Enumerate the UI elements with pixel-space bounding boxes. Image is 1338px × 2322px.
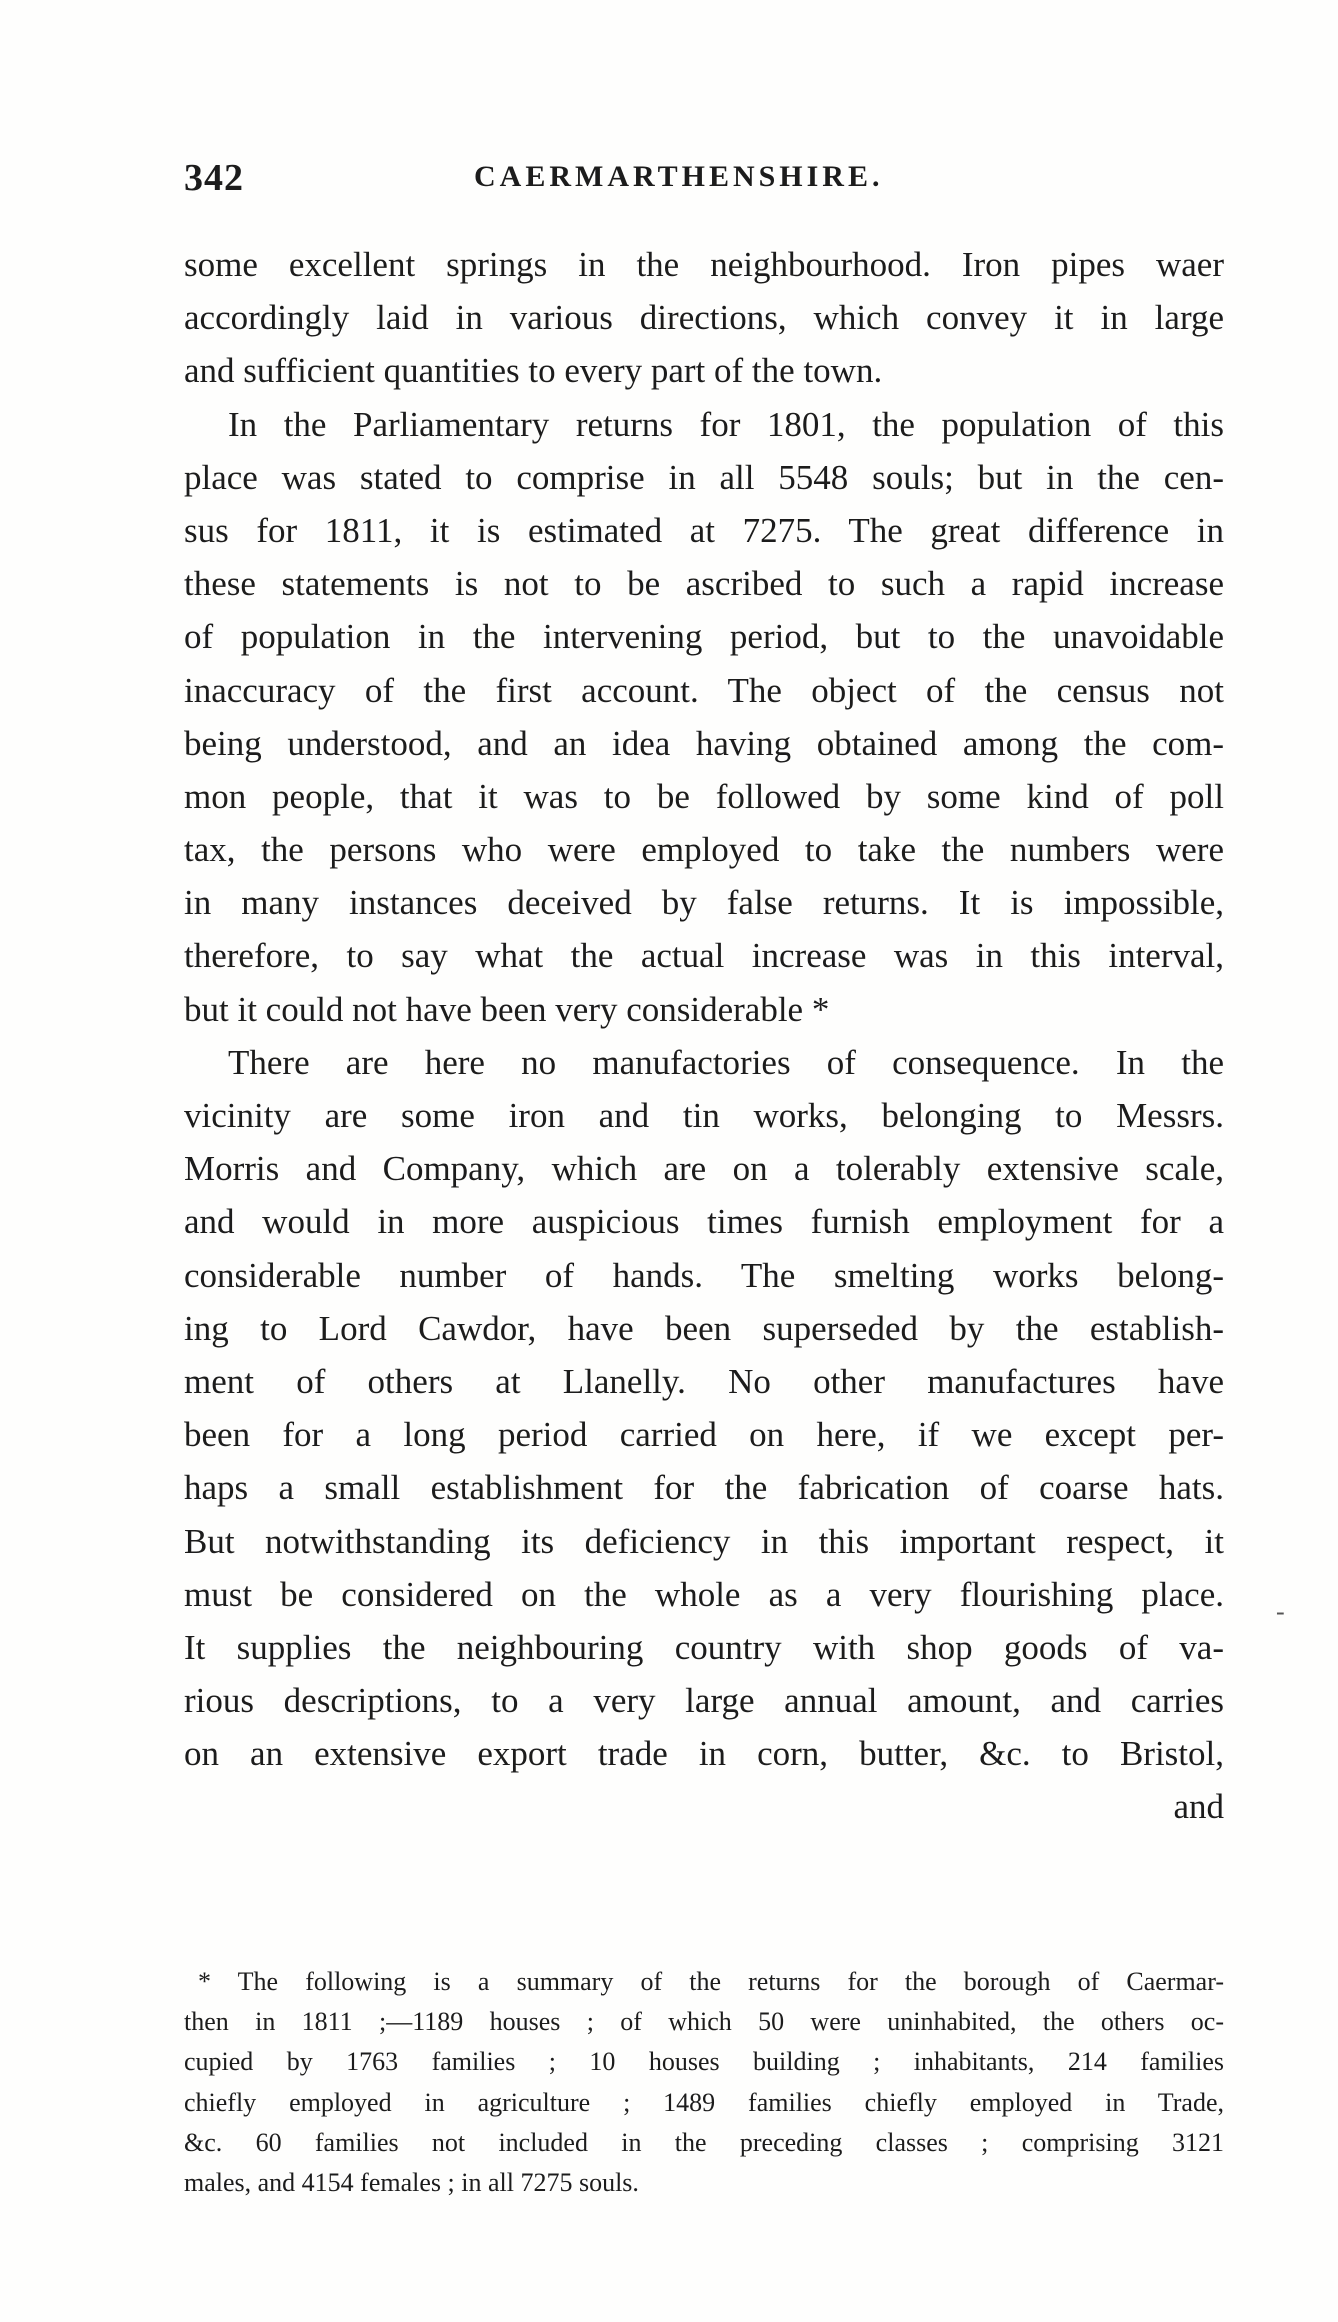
body-line: but it could not have been very considerable *	[184, 989, 830, 1029]
body-line: haps a small establishment for the fabrication of coarse hats.	[184, 1468, 1224, 1508]
body-line: It supplies the neighbouring country with shop goods of va-	[184, 1627, 1224, 1667]
catchword: and	[1173, 1787, 1224, 1827]
body-line: these statements is not to be ascribed to such a rapid increase	[184, 564, 1224, 604]
body-line: must be considered on the whole as a very flourishing place.	[184, 1574, 1224, 1614]
body-line: being understood, and an idea having obtained among the com-	[184, 723, 1224, 763]
body-line: vicinity are some iron and tin works, belonging to Messrs.	[184, 1096, 1224, 1135]
footnote-line: * The following is a summary of the returns for the borough of Caermar-	[198, 1967, 1224, 1996]
body-line: ment of others at Llanelly. No other manufactures have	[184, 1361, 1224, 1401]
body-line: mon people, that it was to be followed by some kind of poll	[184, 776, 1224, 816]
body-text	[184, 238, 1224, 1834]
body-line: some excellent springs in the neighbourhood. Iron pipes waer	[184, 245, 1224, 284]
body-line: of population in the intervening period, but to the unavoidable	[184, 617, 1224, 657]
body-line: and sufficient quantities to every part of the town.	[184, 351, 883, 391]
body-line: therefore, to say what the actual increase was in this interval,	[184, 936, 1224, 976]
footnote-line: males, and 4154 females ; in all 7275 souls.	[184, 2167, 639, 2197]
body-line: and would in more auspicious times furnish employment for a	[184, 1202, 1224, 1242]
body-line: in many instances deceived by false returns. It is impossible,	[184, 883, 1224, 923]
body-line: tax, the persons who were employed to take the numbers were	[184, 830, 1224, 870]
body-line: inaccuracy of the first account. The object of the census not	[184, 670, 1224, 710]
footnote-line: chiefly employed in agriculture ; 1489 families chiefly employed in Trade,	[184, 2087, 1224, 2117]
body-line: on an extensive export trade in corn, butter, &c. to Bristol,	[184, 1734, 1224, 1774]
page-header	[184, 156, 1224, 206]
body-line: sus for 1811, it is estimated at 7275. The great difference in	[184, 510, 1224, 550]
running-head: CAERMARTHENSHIRE.	[474, 160, 884, 193]
body-line: been for a long period carried on here, if we except per-	[184, 1415, 1224, 1455]
body-line: Morris and Company, which are on a tolerably extensive scale,	[184, 1149, 1224, 1189]
body-line: place was stated to comprise in all 5548 souls; but in the cen-	[184, 457, 1224, 497]
body-line: There are here no manufactories of consequence. In the	[228, 1042, 1224, 1082]
body-line: rious descriptions, to a very large annual amount, and carries	[184, 1681, 1224, 1721]
body-line: But notwithstanding its deficiency in this important respect, it	[184, 1521, 1224, 1561]
body-line: ing to Lord Cawdor, have been superseded by the establish-	[184, 1308, 1224, 1348]
margin-mark: -	[1276, 1597, 1285, 1626]
body-line: In the Parliamentary returns for 1801, the population of this	[228, 404, 1224, 444]
footnote-line: &c. 60 families not included in the preceding classes ; comprising 3121	[184, 2127, 1224, 2157]
footnote	[184, 1962, 1224, 2203]
page-number: 342	[184, 157, 244, 199]
body-line: accordingly laid in various directions, which convey it in large	[184, 298, 1224, 338]
footnote-line: cupied by 1763 families ; 10 houses building ; inhabitants, 214 families	[184, 2047, 1224, 2077]
footnote-line: then in 1811 ;—1189 houses ; of which 50 were uninhabited, the others oc-	[184, 2007, 1224, 2037]
body-line: considerable number of hands. The smelting works belong-	[184, 1255, 1224, 1295]
